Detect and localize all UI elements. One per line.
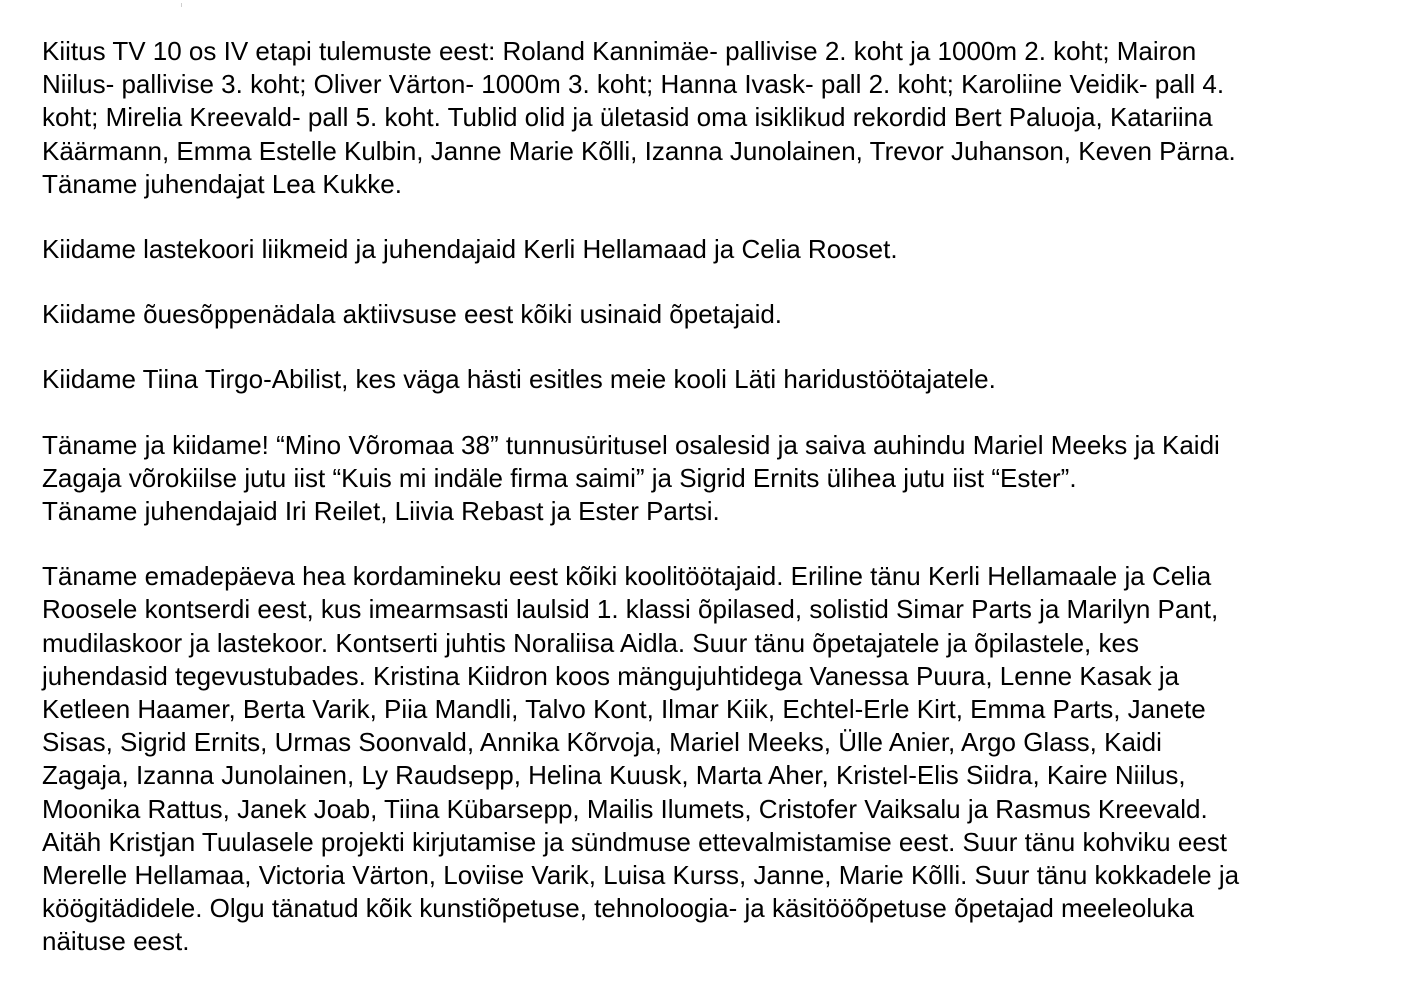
paragraph-sports-results — [42, 35, 1402, 201]
text-line: Täname juhendajaid Iri Reilet, Liivia Rebast ja Ester Partsi. — [42, 496, 720, 527]
paragraph-latvia-presentation — [42, 363, 1402, 396]
text-line: Niilus- pallivise 3. koht; Oliver Värton- 1000m 3. koht; Hanna Ivask- pall 2. koht; Karoliine Veidik- pall 4. — [42, 69, 1225, 100]
text-line: köögitädidele. Olgu tänatud kõik kunstiõpetuse, tehnoloogia- ja käsitööõpetuse õpetajad meeleoluka — [42, 893, 1195, 924]
text-line: Aitäh Kristjan Tuulasele projekti kirjutamise ja sündmuse ettevalmistamise eest. Suur tänu kohviku eest — [42, 826, 1228, 857]
text-line: Merelle Hellamaa, Victoria Värton, Loviise Varik, Luisa Kurss, Janne, Marie Kõlli. Suur tänu kokkadele ja — [42, 860, 1240, 891]
text-line: Kiidame lastekoori liikmeid ja juhendajaid Kerli Hellamaad ja Celia Rooset. — [42, 234, 898, 265]
text-line: Sisas, Sigrid Ernits, Urmas Soonvald, Annika Kõrvoja, Mariel Meeks, Ülle Anier, Argo Glass, Kaidi — [42, 727, 1162, 758]
text-line: näituse eest. — [42, 926, 190, 957]
text-line: Kiidame õuesõppenädala aktiivsuse eest kõiki usinaid õpetajaid. — [42, 299, 783, 330]
document-body — [42, 35, 1402, 991]
paragraph-childrens-choir — [42, 233, 1402, 266]
text-line: Kiitus TV 10 os IV etapi tulemuste eest: Roland Kannimäe- pallivise 2. koht ja 1000m 2. koht; Mairon — [42, 36, 1197, 66]
paragraph-mothers-day — [42, 560, 1402, 958]
text-line: Täname emadepäeva hea kordamineku eest kõiki koolitöötajaid. Eriline tänu Kerli Hellamaale ja Celia — [42, 561, 1212, 592]
text-line: Moonika Rattus, Janek Joab, Tiina Kübarsepp, Mailis Ilumets, Cristofer Vaiksalu ja Rasmus Kreevald. — [42, 793, 1208, 824]
paragraph-outdoor-learning — [42, 298, 1402, 331]
text-line: mudilaskoor ja lastekoor. Kontserti juhtis Noraliisa Aidla. Suur tänu õpetajatele ja õpilastele, kes — [42, 627, 1139, 658]
paragraph-voromaa-awards — [42, 429, 1402, 529]
text-line: koht; Mirelia Kreevald- pall 5. koht. Tublid olid ja ületasid oma isiklikud rekordid Bert Paluoja, Katariina — [42, 102, 1213, 133]
text-line: juhendasid tegevustubades. Kristina Kiidron koos mängujuhtidega Vanessa Puura, Lenne Kasak ja — [42, 660, 1180, 691]
text-line: Täname ja kiidame! “Mino Võromaa 38” tunnusüritusel osalesid ja saiva auhindu Mariel Meeks ja Kaidi — [42, 429, 1220, 460]
text-line: Roosele kontserdi eest, kus imearmsasti laulsid 1. klassi õpilased, solistid Simar Parts ja Marilyn Pant, — [42, 594, 1219, 625]
text-line: Käärmann, Emma Estelle Kulbin, Janne Marie Kõlli, Izanna Junolainen, Trevor Juhanson, Keven Pärna. — [42, 135, 1236, 166]
text-line: Ketleen Haamer, Berta Varik, Piia Mandli, Talvo Kont, Ilmar Kiik, Echtel-Erle Kirt, Emma Parts, Janete — [42, 694, 1206, 725]
text-line: Kiidame Tiina Tirgo-Abilist, kes väga hästi esitles meie kooli Läti haridustöötajatele. — [42, 364, 996, 395]
text-line: Täname juhendajat Lea Kukke. — [42, 168, 402, 199]
page-top-mark — [181, 3, 182, 7]
text-line: Zagaja võrokiilse jutu iist “Kuis mi indäle firma saimi” ja Sigrid Ernits ülihea jutu iist “Ester”. — [42, 462, 1077, 493]
text-line: Zagaja, Izanna Junolainen, Ly Raudsepp, Helina Kuusk, Marta Aher, Kristel-Elis Siidra, Kaire Niilus, — [42, 760, 1186, 791]
